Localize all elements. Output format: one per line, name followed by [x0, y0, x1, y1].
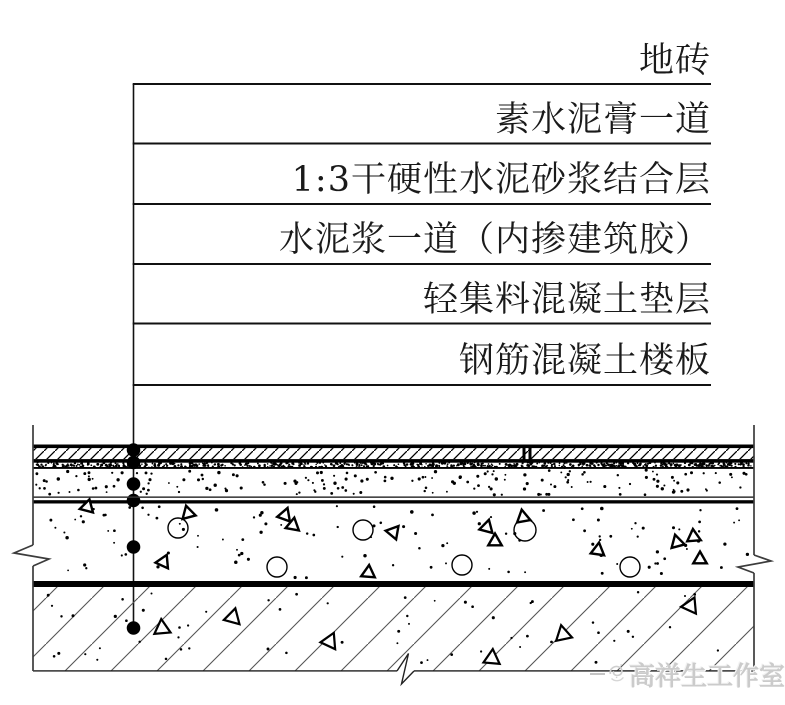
studio-logo-icon — [607, 654, 627, 694]
aggregate-bottom-line — [33, 581, 754, 587]
slab-bottom-line — [33, 670, 397, 671]
label-cement-slurry: 水泥浆一道（内掺建筑胶） — [278, 220, 711, 260]
watermark-text: 高祥生工作室 — [628, 661, 785, 692]
label-concrete-slab: 钢筋混凝土楼板 — [458, 341, 711, 381]
studio-watermark — [590, 650, 785, 698]
right-break-mark — [738, 555, 771, 573]
tile-bottom-line — [33, 459, 754, 463]
label-mortar-bonding: 1:3干硬性水泥砂浆结合层 — [291, 160, 711, 200]
tile-top-line — [33, 445, 754, 449]
leader-dot — [127, 540, 141, 554]
left-break-mark — [14, 545, 49, 566]
label-cement-paste: 素水泥膏一道 — [494, 100, 711, 140]
aggregate-triangles — [78, 499, 707, 582]
tile-joint-line — [529, 445, 532, 463]
label-aggregate: 轻集料混凝土垫层 — [422, 280, 711, 320]
aggregate-concrete-layer — [33, 499, 754, 587]
aggregate-stipple — [49, 505, 749, 579]
tile-hatch — [33, 448, 754, 459]
label-floor-tile: 地砖 — [638, 41, 711, 81]
cement-slurry-double-line — [33, 496, 754, 503]
watermark-dash — [590, 673, 605, 675]
mortar-layer-stipple — [35, 469, 747, 497]
tile-joint-line — [523, 445, 526, 463]
tile-layer — [33, 445, 754, 463]
